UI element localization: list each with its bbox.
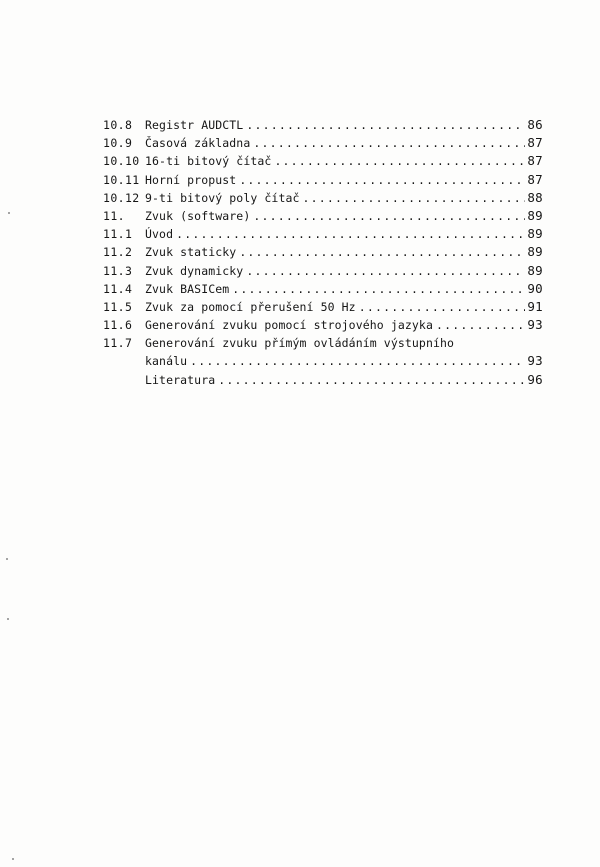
toc-page-number: 88 (527, 189, 543, 205)
toc-leader-dots (218, 371, 525, 389)
toc-page-number: 89 (527, 244, 543, 260)
toc-section-title: Registr AUDCTL (145, 118, 244, 132)
toc-entry-literature (103, 371, 543, 389)
toc-leader-dots (274, 152, 525, 170)
toc-section-title: Zvuk BASICem (145, 281, 230, 296)
toc-page-number: 89 (527, 262, 543, 278)
toc-section-title: Literatura (145, 372, 216, 387)
toc-entry-multiline-first (103, 334, 543, 352)
toc-page-number: 89 (527, 226, 543, 242)
toc-section-number: 11.1 (103, 227, 133, 242)
toc-section-number: 11.7 (103, 336, 133, 351)
toc-leader-dots (253, 207, 525, 225)
toc-section-title: Generování zvuku přímým ovládáním výstupního (145, 336, 455, 351)
toc-page-number: 89 (527, 207, 543, 223)
toc-leader-dots (239, 243, 525, 261)
scan-speck (6, 558, 8, 560)
toc-entry (103, 262, 543, 280)
toc-section-number: 10.8 (103, 118, 133, 132)
toc-section-number: 11. (103, 208, 125, 223)
toc-section-number: 11.4 (103, 281, 133, 296)
toc-section-number: 10.11 (103, 172, 140, 187)
toc-leader-dots (436, 316, 525, 334)
toc-entry (103, 171, 543, 189)
toc-section-title: Úvod (145, 227, 174, 242)
toc-section-number: 11.6 (103, 318, 133, 333)
toc-section-title: 16-ti bitový čítač (145, 154, 272, 169)
toc-section-title-continuation: kanálu (145, 354, 188, 369)
toc-section-title: Generování zvuku pomocí strojového jazyka (145, 318, 433, 333)
toc-page-number: 87 (527, 171, 543, 187)
toc-page-number: 93 (527, 353, 543, 369)
toc-section-title: Zvuk (software) (145, 208, 251, 223)
toc-leader-dots (239, 171, 525, 189)
toc-section-title: Horní propust (145, 172, 237, 187)
toc-section-number: 10.10 (103, 154, 140, 169)
toc-leader-dots (246, 116, 525, 134)
toc-section-title: Zvuk za pomocí přerušení 50 Hz (145, 299, 356, 314)
scan-speck (12, 858, 14, 860)
toc-entry (103, 243, 543, 261)
toc-entry-multiline-continuation (103, 352, 543, 370)
toc-page-number: 93 (527, 317, 543, 333)
toc-section-title: Zvuk staticky (145, 245, 237, 260)
toc-section-title: Zvuk dynamicky (145, 263, 244, 278)
toc-leader-dots (176, 225, 525, 243)
toc-leader-dots (253, 134, 525, 152)
toc-section-number: 10.12 (103, 190, 140, 205)
toc-entry (103, 280, 543, 298)
toc-leader-dots (359, 298, 526, 316)
toc-section-number: 11.2 (103, 245, 133, 260)
toc-page-number: 90 (527, 280, 543, 296)
toc-entry (103, 152, 543, 170)
toc-leader-dots (190, 352, 525, 370)
toc-section-number: 10.9 (103, 136, 133, 151)
toc-entry (103, 207, 543, 225)
toc-entry (103, 134, 543, 152)
toc-leader-dots (232, 280, 525, 298)
toc-entry (103, 316, 543, 334)
toc-section-title: Časová základna (145, 136, 251, 151)
toc-section-number: 11.5 (103, 299, 133, 314)
toc-page-number: 96 (527, 371, 543, 387)
toc-page-number: 86 (527, 117, 543, 132)
toc-entry (103, 298, 543, 316)
toc-page-number: 87 (527, 153, 543, 169)
toc-page-number: 91 (527, 298, 543, 314)
scan-speck (8, 212, 10, 214)
toc-section-number: 11.3 (103, 263, 133, 278)
toc-leader-dots (246, 262, 525, 280)
toc-entry (103, 116, 543, 134)
toc-entry (103, 189, 543, 207)
toc-section-title: 9-ti bitový poly čítač (145, 190, 300, 205)
table-of-contents (103, 116, 543, 389)
toc-page-number: 87 (527, 135, 543, 151)
toc-entry (103, 225, 543, 243)
toc-leader-dots (303, 189, 526, 207)
scan-speck (7, 618, 9, 620)
